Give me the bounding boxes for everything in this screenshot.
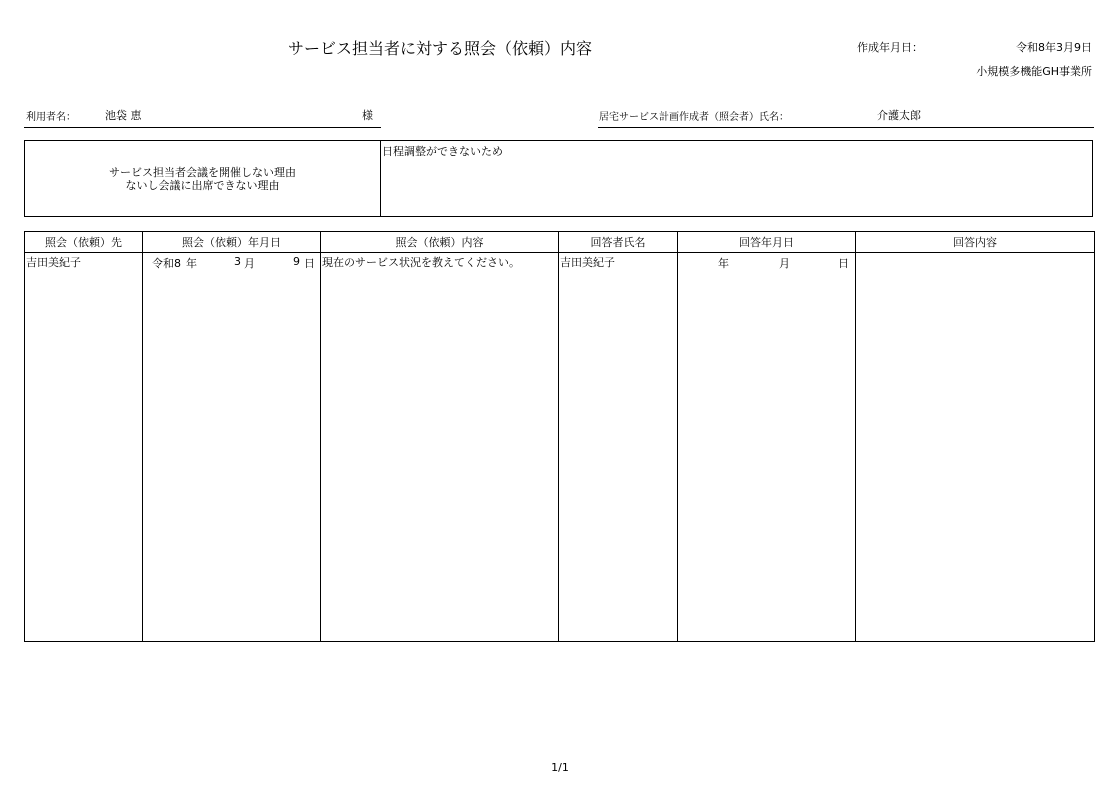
request-content: 現在のサービス状況を教えてください。 bbox=[322, 256, 520, 269]
page-number: 1/1 bbox=[551, 761, 569, 774]
planner-name-label: 居宅サービス計画作成者（照会者）氏名： bbox=[599, 112, 789, 123]
answer-content bbox=[856, 253, 1094, 255]
respondent-name: 吉田美紀子 bbox=[560, 256, 615, 269]
request-date-era-year: 令和8 bbox=[152, 257, 181, 270]
header-answer-content: 回答内容 bbox=[856, 232, 1095, 253]
request-date-day-unit: 日 bbox=[304, 257, 315, 270]
planner-name-value: 介護太郎 bbox=[877, 109, 921, 122]
request-date-month: 3 bbox=[234, 255, 241, 268]
reason-label-line2: ないし会議に出席できない理由 bbox=[125, 178, 280, 192]
planner-name-underline bbox=[598, 127, 1094, 128]
office-name: 小規模多機能GH事業所 bbox=[976, 65, 1092, 78]
request-date-month-unit: 月 bbox=[244, 257, 255, 270]
header-answer-date: 回答年月日 bbox=[678, 232, 856, 253]
created-date-label: 作成年月日： bbox=[857, 41, 923, 54]
cell-respondent bbox=[559, 253, 678, 642]
table-row bbox=[25, 253, 1095, 642]
page-title: サービス担当者に対する照会（依頼）内容 bbox=[287, 39, 592, 58]
reason-text: 日程調整ができないため bbox=[382, 145, 503, 158]
header-recipient: 照会（依頼）先 bbox=[25, 232, 143, 253]
table-header-row bbox=[25, 232, 1095, 253]
user-name-underline bbox=[24, 127, 381, 128]
header-request-date: 照会（依頼）年月日 bbox=[143, 232, 321, 253]
answer-date bbox=[678, 253, 855, 269]
cell-answer-content bbox=[856, 253, 1095, 642]
cell-request-date bbox=[143, 253, 321, 642]
header-request-content: 照会（依頼）内容 bbox=[321, 232, 559, 253]
answer-date-day-unit: 日 bbox=[838, 257, 849, 270]
user-honorific: 様 bbox=[362, 109, 373, 122]
cell-request-content bbox=[321, 253, 559, 642]
created-date-value: 令和8年3月9日 bbox=[1016, 41, 1092, 54]
reason-label bbox=[25, 141, 381, 216]
user-name-label: 利用者名： bbox=[26, 112, 76, 123]
request-date-year-unit: 年 bbox=[186, 257, 197, 270]
recipient-name: 吉田美紀子 bbox=[26, 256, 81, 269]
cell-recipient bbox=[25, 253, 143, 642]
user-name-value: 池袋 恵 bbox=[105, 109, 142, 122]
request-date bbox=[143, 253, 320, 269]
request-date-day: 9 bbox=[293, 255, 300, 268]
cell-answer-date bbox=[678, 253, 856, 642]
inquiry-table bbox=[24, 231, 1095, 642]
answer-date-month-unit: 月 bbox=[779, 257, 790, 270]
reason-box bbox=[24, 140, 1093, 217]
reason-label-line1: サービス担当者会議を開催しない理由 bbox=[109, 165, 296, 179]
header-respondent: 回答者氏名 bbox=[559, 232, 678, 253]
answer-date-year-unit: 年 bbox=[718, 257, 729, 270]
